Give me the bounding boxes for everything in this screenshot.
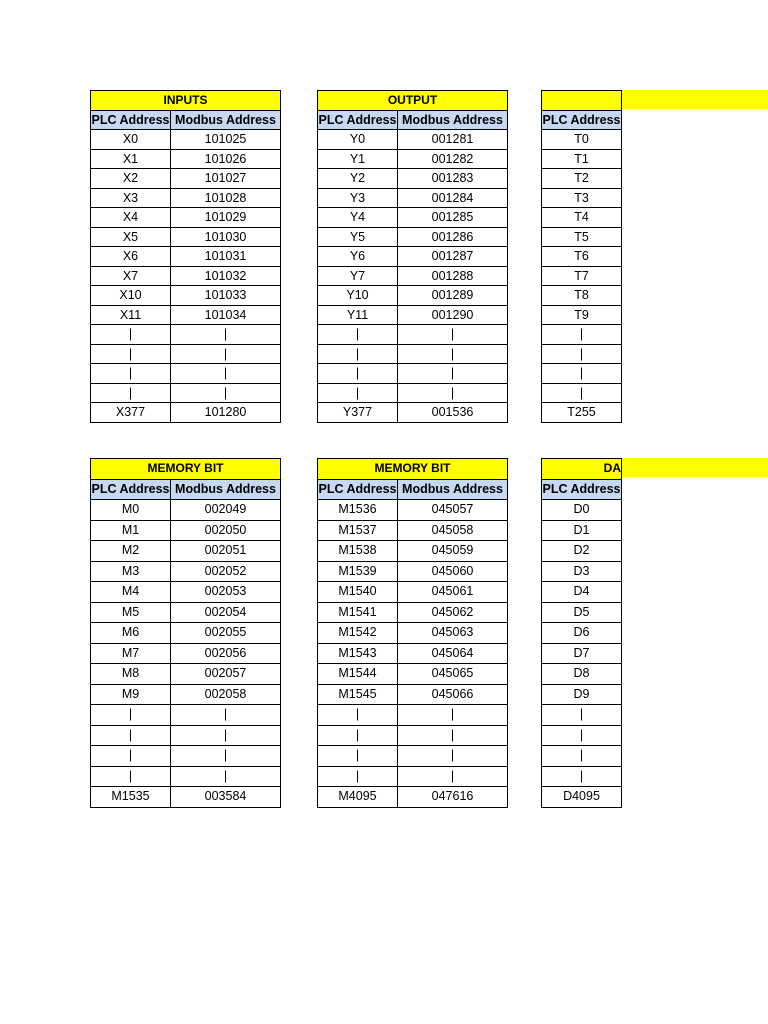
table-row <box>542 561 622 582</box>
modbus-address-cell: | <box>171 725 281 746</box>
table-row <box>318 188 508 208</box>
plc-address-cell: | <box>91 344 171 364</box>
table-row <box>542 325 622 345</box>
modbus-address-cell: 001287 <box>398 247 508 267</box>
plc-address-cell: X5 <box>91 227 171 247</box>
table-row <box>542 766 622 787</box>
plc-address-cell: X1 <box>91 149 171 169</box>
modbus-address-cell: 101027 <box>171 169 281 189</box>
table-row <box>91 643 281 664</box>
plc-address-cell: M2 <box>91 541 171 562</box>
modbus-address-cell: 101025 <box>171 130 281 150</box>
table-row <box>542 227 622 247</box>
table-row <box>318 500 508 521</box>
table-row <box>318 541 508 562</box>
table-row <box>542 149 622 169</box>
plc-address-cell: T7 <box>542 266 622 286</box>
modbus-address-cell: 001536 <box>398 403 508 423</box>
table-row <box>91 383 281 403</box>
table-row <box>91 664 281 685</box>
table-row <box>318 286 508 306</box>
modbus-address-cell: 101034 <box>171 305 281 325</box>
timer-table <box>541 90 622 423</box>
table-row <box>542 602 622 623</box>
modbus-address-cell: | <box>171 383 281 403</box>
table-body <box>318 130 508 423</box>
table-row <box>318 766 508 787</box>
plc-address-cell: | <box>542 725 622 746</box>
plc-address-cell: Y4 <box>318 208 398 228</box>
plc-address-cell: T9 <box>542 305 622 325</box>
plc-address-cell: D8 <box>542 664 622 685</box>
timer-title <box>542 91 622 111</box>
table-row <box>318 208 508 228</box>
plc-address-cell: | <box>542 364 622 384</box>
table-row <box>542 403 622 423</box>
plc-address-cell: Y5 <box>318 227 398 247</box>
table-row <box>318 787 508 808</box>
modbus-address-cell: 001289 <box>398 286 508 306</box>
column-header: PLC Address <box>91 110 171 130</box>
table-row <box>318 746 508 767</box>
data-title-fill <box>622 458 768 477</box>
plc-address-cell: M6 <box>91 623 171 644</box>
plc-address-cell: | <box>91 746 171 767</box>
table-row <box>318 305 508 325</box>
table-row <box>318 403 508 423</box>
table-row <box>542 247 622 267</box>
modbus-address-cell: 002051 <box>171 541 281 562</box>
modbus-address-cell: 045066 <box>398 684 508 705</box>
plc-address-cell: Y2 <box>318 169 398 189</box>
table-row <box>542 520 622 541</box>
table-row <box>91 344 281 364</box>
plc-address-cell: M1540 <box>318 582 398 603</box>
table-row <box>91 541 281 562</box>
table-row <box>91 286 281 306</box>
plc-address-cell: T4 <box>542 208 622 228</box>
table-body <box>91 500 281 808</box>
table-row <box>91 188 281 208</box>
modbus-address-cell: | <box>171 766 281 787</box>
table-row <box>318 149 508 169</box>
plc-address-cell: Y377 <box>318 403 398 423</box>
plc-address-cell: M1545 <box>318 684 398 705</box>
modbus-address-cell: | <box>398 705 508 726</box>
plc-address-cell: M1539 <box>318 561 398 582</box>
plc-address-cell: | <box>318 364 398 384</box>
table-row <box>542 500 622 521</box>
plc-address-cell: | <box>542 766 622 787</box>
plc-address-cell: | <box>91 766 171 787</box>
column-header: PLC Address <box>318 479 398 500</box>
column-header: PLC Address <box>542 110 622 130</box>
plc-address-cell: T0 <box>542 130 622 150</box>
plc-address-cell: | <box>318 325 398 345</box>
modbus-address-cell: 003584 <box>171 787 281 808</box>
plc-address-cell: | <box>91 725 171 746</box>
plc-address-cell: X2 <box>91 169 171 189</box>
table-row <box>318 725 508 746</box>
plc-address-cell: | <box>91 325 171 345</box>
inputs-title: INPUTS <box>91 91 281 111</box>
plc-address-cell: Y1 <box>318 149 398 169</box>
table-row <box>318 364 508 384</box>
plc-address-cell: T1 <box>542 149 622 169</box>
modbus-address-cell: 101033 <box>171 286 281 306</box>
modbus-address-cell: 002057 <box>171 664 281 685</box>
plc-address-cell: M0 <box>91 500 171 521</box>
modbus-address-cell: 101030 <box>171 227 281 247</box>
plc-address-cell: M3 <box>91 561 171 582</box>
modbus-address-cell: 002050 <box>171 520 281 541</box>
table-row <box>91 561 281 582</box>
timer-title-fill <box>622 90 768 109</box>
modbus-address-cell: 001284 <box>398 188 508 208</box>
modbus-address-cell: 101280 <box>171 403 281 423</box>
plc-address-cell: Y0 <box>318 130 398 150</box>
plc-address-cell: X11 <box>91 305 171 325</box>
table-row <box>542 746 622 767</box>
table-row <box>542 266 622 286</box>
table-row <box>318 383 508 403</box>
table-row <box>318 602 508 623</box>
table-row <box>542 286 622 306</box>
table-row <box>542 305 622 325</box>
plc-address-cell: M1542 <box>318 623 398 644</box>
modbus-address-cell: 001281 <box>398 130 508 150</box>
table-row <box>318 664 508 685</box>
plc-address-cell: Y10 <box>318 286 398 306</box>
plc-address-cell: D1 <box>542 520 622 541</box>
modbus-address-cell: 045064 <box>398 643 508 664</box>
plc-address-cell: | <box>542 746 622 767</box>
plc-address-cell: T8 <box>542 286 622 306</box>
table-row <box>91 705 281 726</box>
table-row <box>91 149 281 169</box>
table-row <box>91 520 281 541</box>
table-body <box>91 130 281 423</box>
modbus-address-cell: | <box>398 325 508 345</box>
plc-address-cell: | <box>91 383 171 403</box>
table-row <box>318 266 508 286</box>
plc-address-cell: | <box>318 766 398 787</box>
modbus-address-cell: 002058 <box>171 684 281 705</box>
modbus-address-cell: 002052 <box>171 561 281 582</box>
plc-address-cell: T6 <box>542 247 622 267</box>
plc-address-cell: M9 <box>91 684 171 705</box>
plc-address-cell: X377 <box>91 403 171 423</box>
table-row <box>318 643 508 664</box>
column-header: Modbus Address <box>398 110 508 130</box>
modbus-address-cell: | <box>171 344 281 364</box>
plc-address-cell: X3 <box>91 188 171 208</box>
table-row <box>91 500 281 521</box>
table-row <box>91 582 281 603</box>
modbus-address-cell: 001290 <box>398 305 508 325</box>
plc-address-cell: M7 <box>91 643 171 664</box>
modbus-address-cell: 101026 <box>171 149 281 169</box>
plc-address-cell: M1544 <box>318 664 398 685</box>
plc-address-cell: X4 <box>91 208 171 228</box>
plc-address-cell: M1537 <box>318 520 398 541</box>
modbus-address-cell: 101028 <box>171 188 281 208</box>
plc-address-cell: D4095 <box>542 787 622 808</box>
plc-address-cell: X0 <box>91 130 171 150</box>
table-body <box>542 500 622 808</box>
plc-address-cell: M4 <box>91 582 171 603</box>
table-row <box>318 344 508 364</box>
table-row <box>542 787 622 808</box>
plc-address-cell: M1541 <box>318 602 398 623</box>
table-row <box>91 725 281 746</box>
plc-address-cell: Y6 <box>318 247 398 267</box>
table-row <box>542 705 622 726</box>
modbus-address-cell: | <box>398 383 508 403</box>
table-row <box>318 247 508 267</box>
table-body <box>318 500 508 808</box>
modbus-address-cell: 101031 <box>171 247 281 267</box>
plc-address-cell: M1543 <box>318 643 398 664</box>
column-header: PLC Address <box>91 479 171 500</box>
plc-address-cell: Y7 <box>318 266 398 286</box>
table-row <box>318 325 508 345</box>
modbus-address-cell: 002049 <box>171 500 281 521</box>
table-row <box>91 766 281 787</box>
plc-address-cell: | <box>318 746 398 767</box>
plc-address-cell: | <box>542 344 622 364</box>
modbus-address-cell: | <box>171 705 281 726</box>
modbus-address-cell: 002054 <box>171 602 281 623</box>
table-body <box>542 130 622 423</box>
table-row <box>542 344 622 364</box>
modbus-address-cell: 045059 <box>398 541 508 562</box>
table-row <box>542 169 622 189</box>
table-row <box>91 266 281 286</box>
table-row <box>542 684 622 705</box>
plc-address-cell: | <box>542 383 622 403</box>
plc-address-cell: T5 <box>542 227 622 247</box>
modbus-address-cell: 045063 <box>398 623 508 644</box>
modbus-address-cell: 001285 <box>398 208 508 228</box>
plc-address-cell: Y3 <box>318 188 398 208</box>
plc-address-cell: T255 <box>542 403 622 423</box>
plc-address-cell: M5 <box>91 602 171 623</box>
table-row <box>91 684 281 705</box>
plc-address-cell: | <box>318 383 398 403</box>
modbus-address-cell: | <box>171 746 281 767</box>
plc-address-cell: D6 <box>542 623 622 644</box>
table-row <box>318 227 508 247</box>
memory1-title: MEMORY BIT <box>91 459 281 480</box>
modbus-address-cell: 045060 <box>398 561 508 582</box>
table-row <box>318 582 508 603</box>
modbus-address-cell: 001286 <box>398 227 508 247</box>
modbus-address-cell: 002055 <box>171 623 281 644</box>
table-row <box>91 247 281 267</box>
table-row <box>318 130 508 150</box>
modbus-address-cell: 001282 <box>398 149 508 169</box>
table-row <box>318 561 508 582</box>
data-table <box>541 458 622 808</box>
column-header: Modbus Address <box>171 110 281 130</box>
plc-address-cell: Y11 <box>318 305 398 325</box>
plc-address-cell: D9 <box>542 684 622 705</box>
table-row <box>91 602 281 623</box>
table-row <box>542 643 622 664</box>
table-row <box>542 188 622 208</box>
table-row <box>542 664 622 685</box>
modbus-address-cell: 101029 <box>171 208 281 228</box>
plc-address-cell: D5 <box>542 602 622 623</box>
plc-address-cell: D3 <box>542 561 622 582</box>
table-row <box>318 520 508 541</box>
plc-address-cell: | <box>318 344 398 364</box>
modbus-address-cell: 001288 <box>398 266 508 286</box>
modbus-address-cell: | <box>398 344 508 364</box>
plc-address-cell: | <box>91 364 171 384</box>
table-row <box>542 383 622 403</box>
modbus-address-cell: 045065 <box>398 664 508 685</box>
plc-address-cell: | <box>318 705 398 726</box>
plc-address-cell: D4 <box>542 582 622 603</box>
plc-address-cell: M1 <box>91 520 171 541</box>
table-row <box>542 364 622 384</box>
table-row <box>91 169 281 189</box>
table-row <box>91 403 281 423</box>
plc-address-cell: M1538 <box>318 541 398 562</box>
modbus-address-cell: 045057 <box>398 500 508 521</box>
table-row <box>91 130 281 150</box>
modbus-address-cell: | <box>171 364 281 384</box>
modbus-address-cell: | <box>398 746 508 767</box>
output-table <box>317 90 508 423</box>
modbus-address-cell: 045061 <box>398 582 508 603</box>
modbus-address-cell: 045062 <box>398 602 508 623</box>
plc-address-cell: | <box>318 725 398 746</box>
modbus-address-cell: 002056 <box>171 643 281 664</box>
data-title: DA <box>542 459 622 480</box>
table-row <box>542 208 622 228</box>
plc-address-cell: D0 <box>542 500 622 521</box>
table-row <box>542 623 622 644</box>
plc-address-cell: D2 <box>542 541 622 562</box>
plc-address-cell: D7 <box>542 643 622 664</box>
memory2-title: MEMORY BIT <box>318 459 508 480</box>
modbus-address-cell: | <box>398 364 508 384</box>
plc-address-cell: | <box>542 705 622 726</box>
plc-address-cell: X7 <box>91 266 171 286</box>
table-row <box>91 208 281 228</box>
table-row <box>318 169 508 189</box>
column-header: Modbus Address <box>171 479 281 500</box>
table-row <box>91 623 281 644</box>
modbus-address-cell: 047616 <box>398 787 508 808</box>
table-row <box>91 364 281 384</box>
inputs-table <box>90 90 281 423</box>
plc-address-cell: M1535 <box>91 787 171 808</box>
modbus-address-cell: | <box>398 725 508 746</box>
table-row <box>542 582 622 603</box>
modbus-address-cell: | <box>171 325 281 345</box>
plc-address-cell: M4095 <box>318 787 398 808</box>
table-row <box>318 684 508 705</box>
memory-bit-table-2 <box>317 458 508 808</box>
table-row <box>542 541 622 562</box>
plc-address-cell: M1536 <box>318 500 398 521</box>
plc-address-cell: T2 <box>542 169 622 189</box>
table-row <box>318 623 508 644</box>
column-header: PLC Address <box>542 479 622 500</box>
plc-address-cell: T3 <box>542 188 622 208</box>
table-row <box>91 325 281 345</box>
plc-address-cell: X10 <box>91 286 171 306</box>
table-row <box>91 787 281 808</box>
table-row <box>91 746 281 767</box>
modbus-address-cell: 001283 <box>398 169 508 189</box>
modbus-address-cell: 002053 <box>171 582 281 603</box>
modbus-address-cell: 045058 <box>398 520 508 541</box>
plc-address-cell: X6 <box>91 247 171 267</box>
modbus-address-cell: | <box>398 766 508 787</box>
column-header: PLC Address <box>318 110 398 130</box>
plc-address-cell: | <box>91 705 171 726</box>
plc-address-cell: M8 <box>91 664 171 685</box>
table-row <box>542 130 622 150</box>
table-row <box>91 305 281 325</box>
memory-bit-table-1 <box>90 458 281 808</box>
table-row <box>542 725 622 746</box>
table-row <box>318 705 508 726</box>
plc-address-cell: | <box>542 325 622 345</box>
output-title: OUTPUT <box>318 91 508 111</box>
column-header: Modbus Address <box>398 479 508 500</box>
table-row <box>91 227 281 247</box>
modbus-address-cell: 101032 <box>171 266 281 286</box>
